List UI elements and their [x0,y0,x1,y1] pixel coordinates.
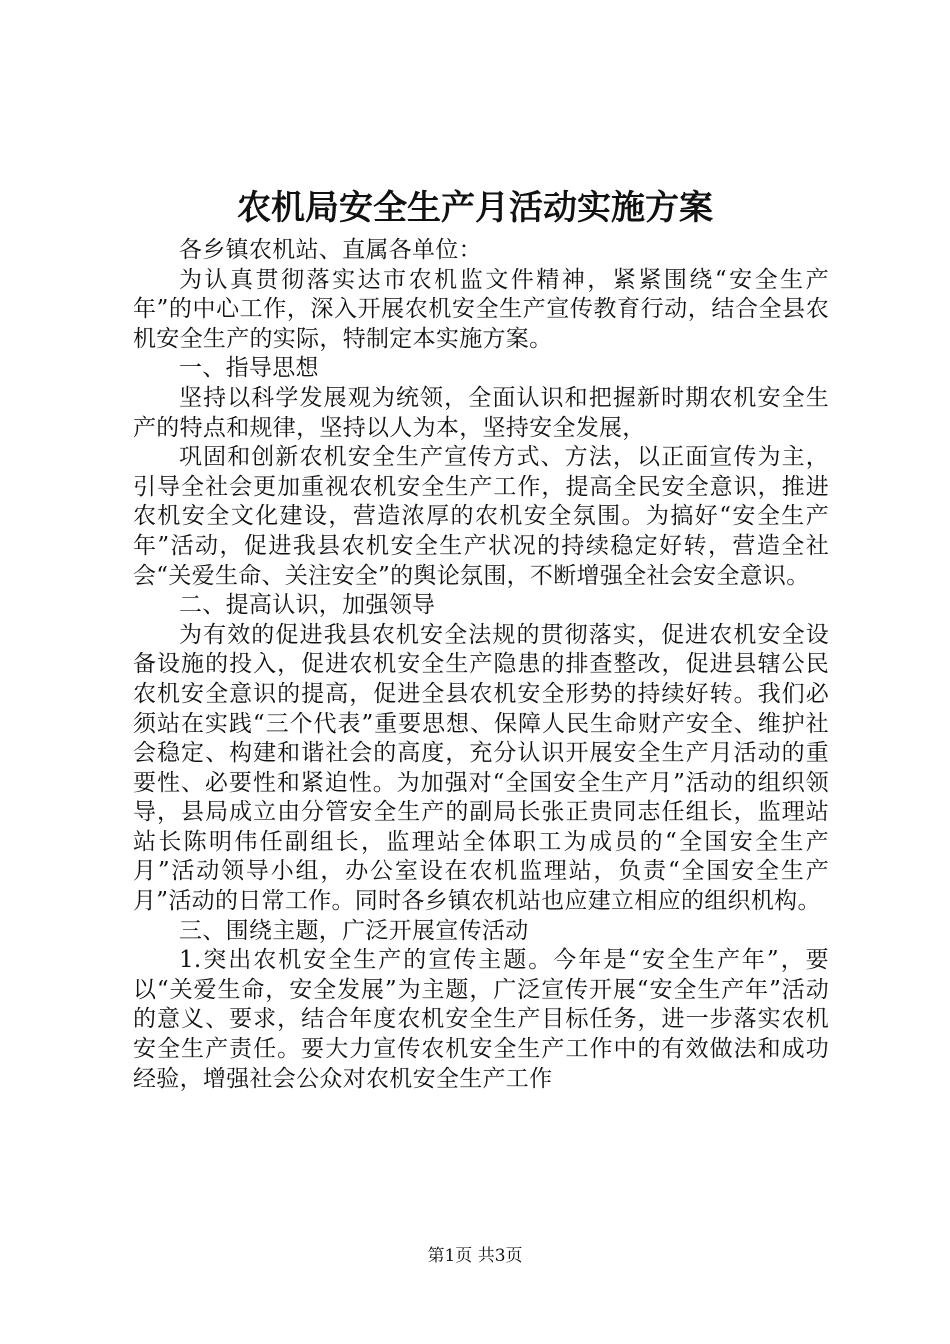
body-paragraph: 坚持以科学发展观为统领，全面认识和把握新时期农机安全生产的特点和规律，坚持以人为本，坚持安全发展， [133,384,829,441]
document-body [133,236,829,1094]
section-heading-3: 三、围绕主题，广泛开展宣传活动 [179,917,529,944]
salutation: 各乡镇农机站、直属各单位： [179,237,482,263]
document-title: 农机局安全生产月活动实施方案 [237,188,713,228]
page-number-footer: 第1页 共3页 [427,1246,523,1266]
intro-paragraph: 为认真贯彻落实达市农机监文件精神，紧紧围绕“安全生产年”的中心工作，深入开展农机安全生产宣传教育行动，结合全县农机安全生产的实际，特制定本实施方案。 [133,266,829,352]
body-paragraph: 巩固和创新农机安全生产宣传方式、方法，以正面宣传为主，引导全社会更加重视农机安全生产工作，提高全民安全意识，推进农机安全文化建设，营造浓厚的农机安全氛围。为搞好“安全生产年”活动，促进我县农机安全生产状况的持续稳定好转，营造全社会“关爱生命、关注安全”的舆论氛围，不断增强全社会安全意识。 [133,444,829,589]
body-paragraph: 1.突出农机安全生产的宣传主题。今年是“安全生产年”，要以“关爱生命，安全发展”为主题，广泛宣传开展“安全生产年”活动的意义、要求，结合年度农机安全生产目标任务，进一步落实农机安全生产责任。要大力宣传农机安全生产工作中的有效做法和成功经验，增强社会公众对农机安全生产工作 [133,947,829,1092]
section-heading-1: 一、指导思想 [179,355,319,382]
body-paragraph: 为有效的促进我县农机安全法规的贯彻落实，促进农机安全设备设施的投入，促进农机安全生产隐患的排查整改，促进县辖公民农机安全意识的提高，促进全县农机安全形势的持续好转。我们必须站在实践“三个代表”重要思想、保障人民生命财产安全、维护社会稳定、构建和谐社会的高度，充分认识开展安全生产月活动的重要性、必要性和紧迫性。为加强对“全国安全生产月”活动的组织领导，县局成立由分管安全生产的副局长张正贵同志任组长，监理站站长陈明伟任副组长，监理站全体职工为成员的“全国安全生产月”活动领导小组，办公室设在农机监理站，负责“全国安全生产月”活动的日常工作。同时各乡镇农机站也应建立相应的组织机构。 [133,621,829,915]
section-heading-2: 二、提高认识，加强领导 [179,592,436,619]
